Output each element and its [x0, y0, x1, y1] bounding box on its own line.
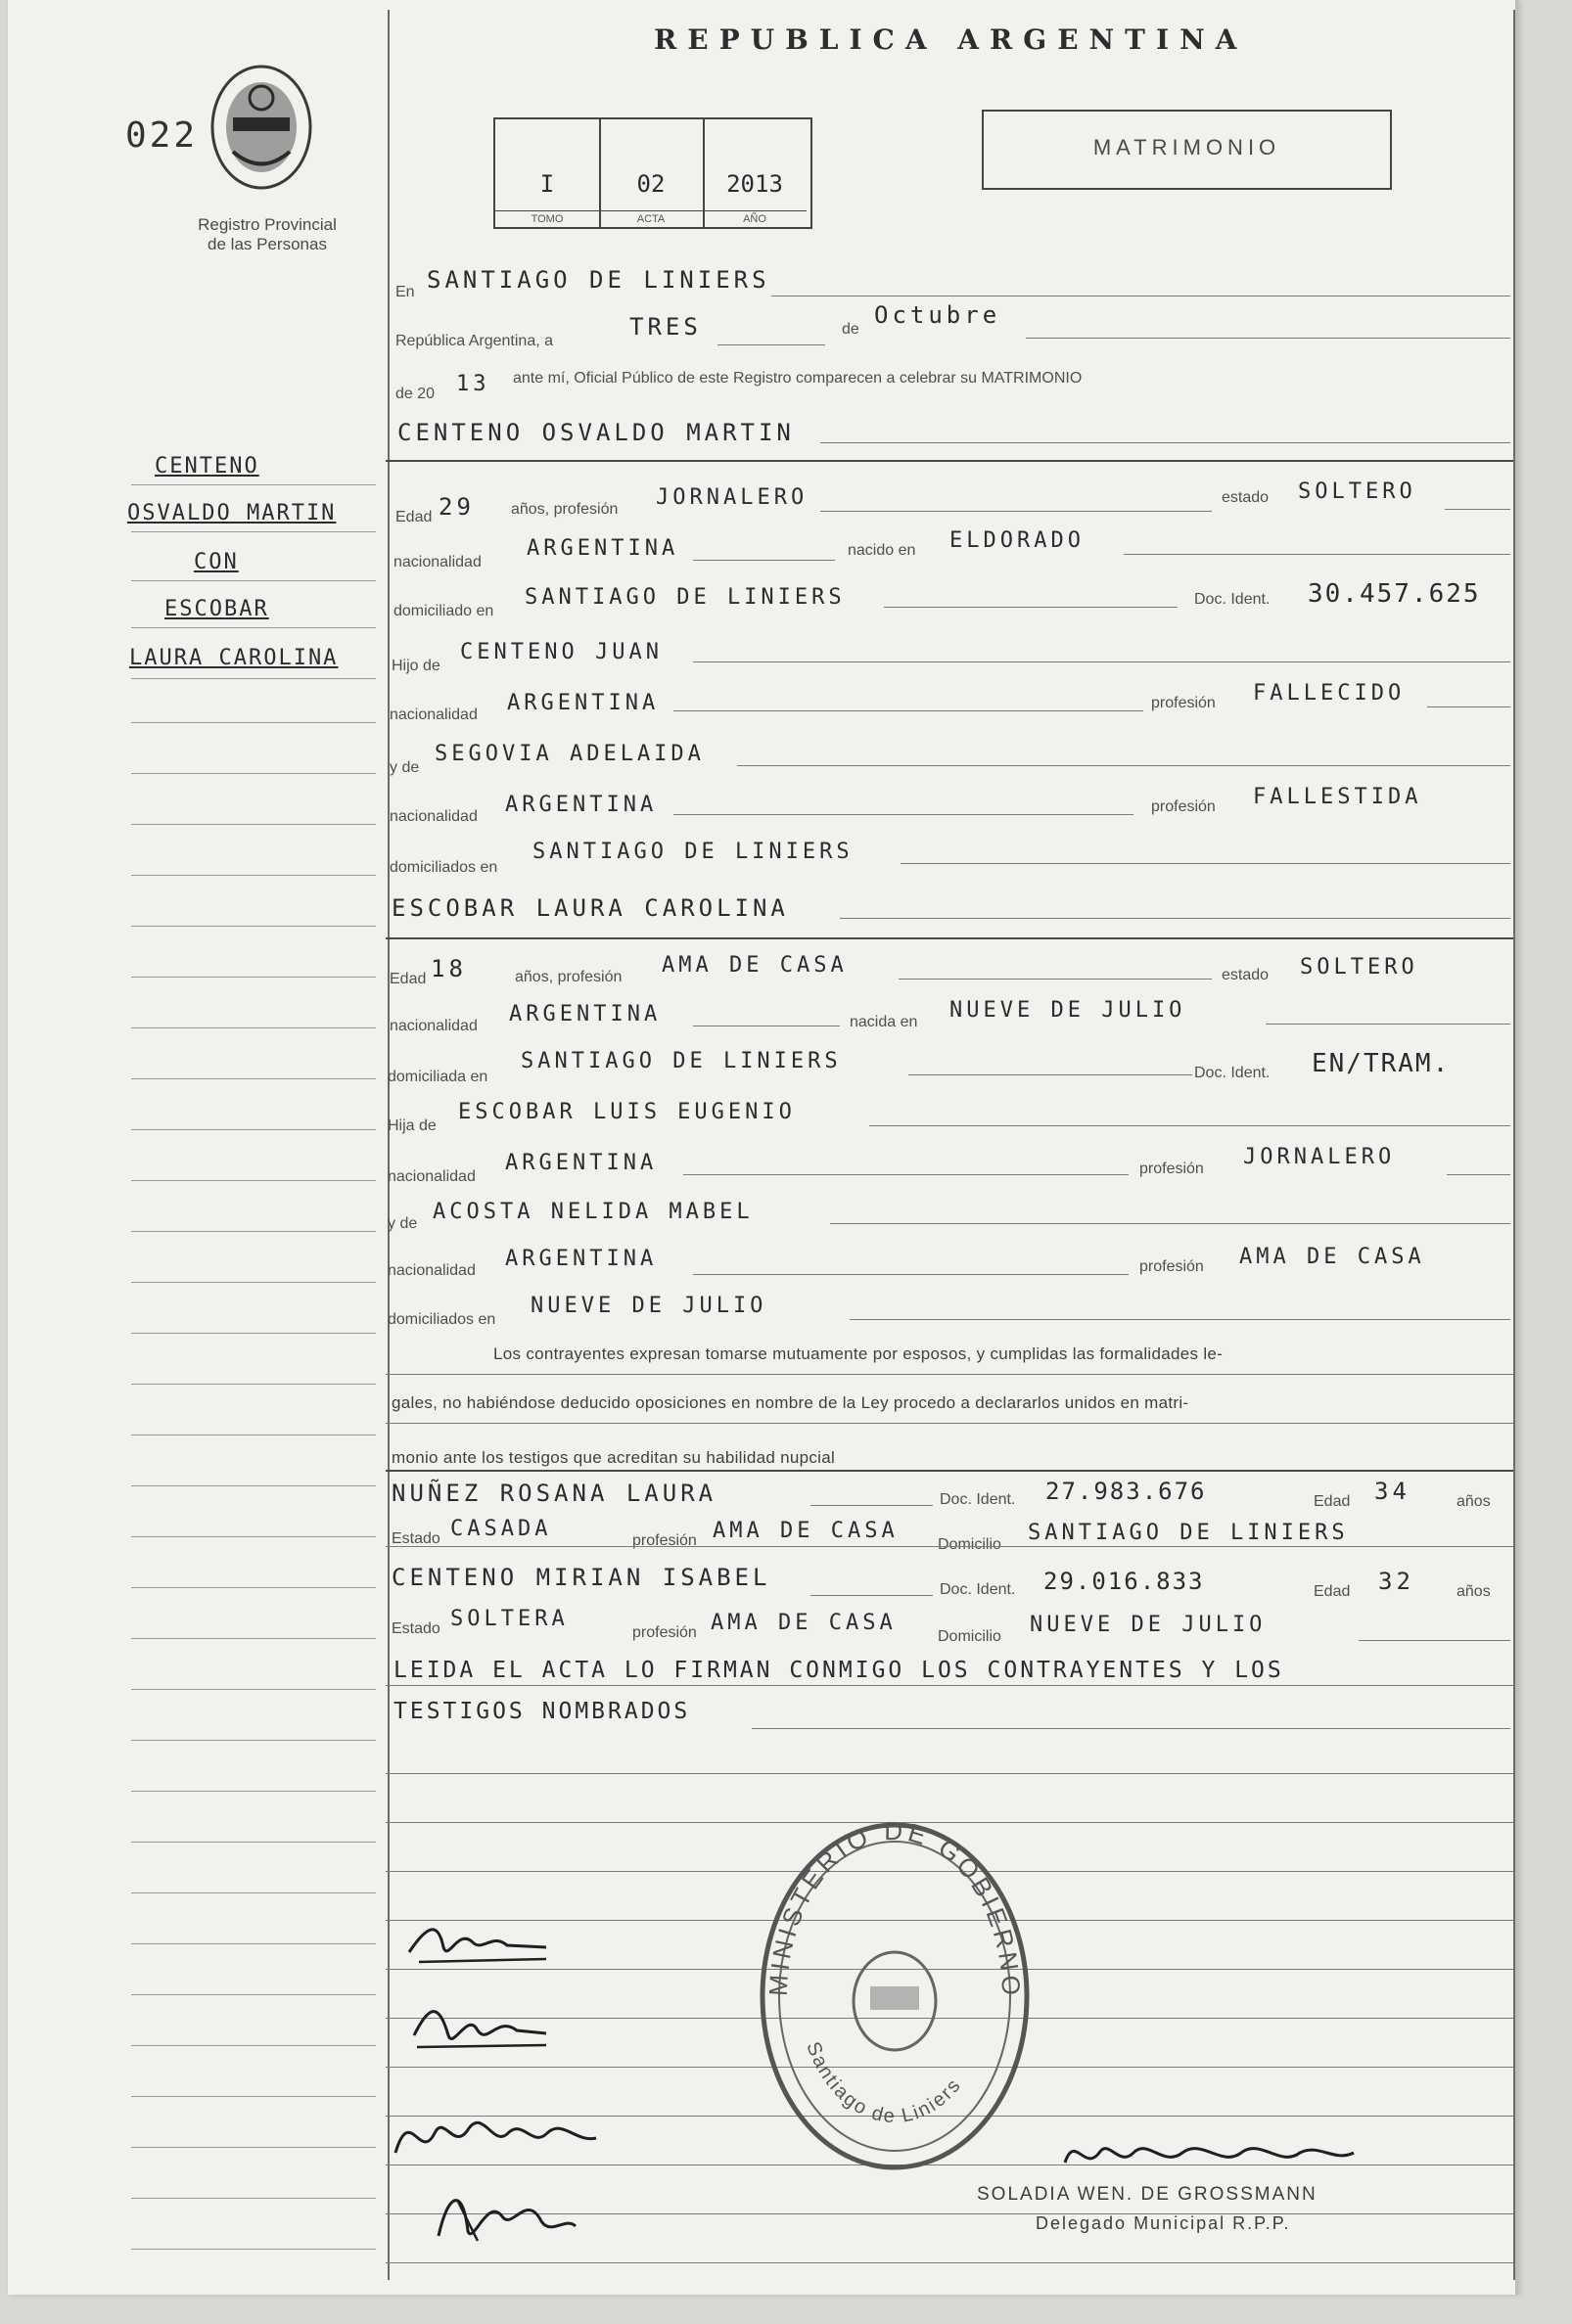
official-seal-stamp: [748, 1810, 1041, 2182]
fill-line: [683, 1174, 1129, 1175]
svg-text:Santiago de Liniers: Santiago de Liniers: [802, 2038, 966, 2128]
margin-rule: [131, 1078, 376, 1079]
margin-rule: [131, 977, 376, 978]
official-signature: [1055, 2123, 1368, 2182]
registry-line-1: Registro Provincial: [198, 215, 337, 234]
official-name: SOLADIA WEN. DE GROSSMANN: [977, 2184, 1318, 2205]
fill-line: [810, 1595, 933, 1596]
witness1-doc: 27.983.676: [1045, 1478, 1207, 1505]
margin-rule: [131, 2198, 376, 2199]
bride-yde-label: y de: [388, 1215, 418, 1232]
declaration-line-3: monio ante los testigos que acreditan su habilidad nupcial: [392, 1448, 836, 1467]
groom-doc-label: Doc. Ident.: [1194, 591, 1271, 608]
groom-mother-nationality: ARGENTINA: [505, 793, 658, 817]
republica-label: República Argentina, a: [395, 333, 553, 349]
bride-father: ESCOBAR LUIS EUGENIO: [458, 1100, 796, 1124]
groom-mother-nat-label: nacionalidad: [390, 808, 478, 825]
witness2-estado-label: Estado: [392, 1620, 440, 1637]
margin-rule: [131, 1027, 376, 1028]
bride-domiciliada-label: domiciliada en: [388, 1069, 488, 1085]
witness2-address: NUEVE DE JULIO: [1030, 1613, 1267, 1637]
bride-father-nat-label: nacionalidad: [388, 1168, 476, 1185]
witness2-profession: AMA DE CASA: [711, 1611, 897, 1635]
witness2-signature: [419, 2172, 585, 2251]
groom-profession: JORNALERO: [656, 485, 809, 510]
groom-yde-label: y de: [390, 759, 420, 776]
bride-edad-label: Edad: [390, 971, 427, 987]
section-divider: [386, 937, 1513, 939]
groom-age: 29: [439, 493, 475, 521]
groom-nationality: ARGENTINA: [527, 536, 679, 561]
fill-line: [840, 918, 1510, 919]
witness2-age: 32: [1378, 1568, 1414, 1595]
fill-line: [820, 511, 1212, 512]
groom-birthplace: ELDORADO: [949, 528, 1085, 553]
fill-line: [693, 1274, 1129, 1275]
margin-rule: [131, 1689, 376, 1690]
groom-edad-label: Edad: [395, 509, 433, 525]
margin-rule: [131, 1333, 376, 1334]
fill-line: [1359, 1640, 1510, 1641]
fill-line: [1445, 509, 1510, 510]
bride-birthplace: NUEVE DE JULIO: [949, 998, 1186, 1023]
groom-domiciliados-label: domiciliados en: [390, 859, 498, 876]
record-type-box: [982, 110, 1392, 190]
witness1-doc-label: Doc. Ident.: [940, 1491, 1016, 1508]
margin-rule: [131, 773, 376, 774]
bride-address: SANTIAGO DE LINIERS: [521, 1049, 842, 1073]
bride-nationality: ARGENTINA: [509, 1002, 662, 1026]
witness2-name: CENTENO MIRIAN ISABEL: [392, 1564, 771, 1591]
fill-line: [869, 1125, 1510, 1126]
margin-rule: [131, 1231, 376, 1232]
bride-age: 18: [431, 955, 467, 982]
registry-line-2: de las Personas: [208, 235, 327, 253]
margin-rule: [131, 1485, 376, 1486]
en-label: En: [395, 284, 415, 300]
ano-value: 2013: [726, 170, 783, 198]
margin-rule: [131, 2249, 376, 2250]
margin-rule: [131, 1282, 376, 1283]
witness1-status: CASADA: [450, 1517, 552, 1541]
margin-rule: [131, 627, 376, 628]
record-type: MATRIMONIO: [1092, 135, 1281, 159]
fill-line: [386, 1423, 1513, 1424]
groom-signature: [399, 1918, 566, 1977]
closing-line-1: LEIDA EL ACTA LO FIRMAN CONMIGO LOS CONTRAYENTES Y LOS: [393, 1658, 1284, 1683]
year-suffix: 13: [456, 372, 490, 396]
bride-estado-label: estado: [1222, 967, 1270, 983]
groom-father: CENTENO JUAN: [460, 640, 663, 664]
groom-domiciliado-label: domiciliado en: [393, 603, 494, 619]
groom-father-profession: FALLECIDO: [1253, 681, 1406, 706]
witness1-address: SANTIAGO DE LINIERS: [1028, 1521, 1349, 1545]
groom-estado-label: estado: [1222, 489, 1270, 506]
fill-line: [717, 344, 825, 345]
margin-rule: [131, 1638, 376, 1639]
fill-line: [899, 979, 1212, 980]
fill-line: [830, 1223, 1510, 1224]
tomo-label: TOMO: [495, 210, 599, 225]
margin-rule: [131, 1943, 376, 1944]
witness1-anos-label: años: [1456, 1493, 1491, 1510]
groom-father-prof-label: profesión: [1151, 695, 1216, 711]
year-prefix: de 20: [395, 386, 436, 402]
margin-rule: [131, 531, 376, 532]
bride-signature: [399, 1996, 566, 2065]
witness2-doc: 29.016.833: [1043, 1568, 1205, 1595]
de-label: de: [842, 321, 859, 338]
page-right-rule: [1513, 10, 1515, 2280]
bride-name: ESCOBAR LAURA CAROLINA: [392, 894, 789, 922]
groom-mother: SEGOVIA ADELAIDA: [435, 742, 705, 766]
witness1-age: 34: [1374, 1478, 1410, 1505]
bride-hija-label: Hija de: [388, 1117, 437, 1134]
ano-label: AÑO: [703, 210, 807, 225]
margin-line-4: ESCOBAR: [164, 597, 269, 621]
fill-line: [386, 2262, 1513, 2263]
section-divider: [386, 460, 1513, 462]
witness2-anos-label: años: [1456, 1583, 1491, 1600]
fill-line: [1447, 1174, 1510, 1175]
margin-line-5: LAURA CAROLINA: [129, 646, 339, 670]
folio-number: 022: [125, 115, 199, 156]
groom-status: SOLTERO: [1298, 479, 1416, 504]
fill-line: [752, 1728, 1510, 1729]
fill-line: [1026, 338, 1510, 339]
ano-cell: [703, 119, 807, 227]
witness2-prof-label: profesión: [632, 1624, 697, 1641]
fill-line: [737, 765, 1510, 766]
witness1-name: NUÑEZ ROSANA LAURA: [392, 1480, 717, 1507]
bride-parents-address: NUEVE DE JULIO: [531, 1294, 767, 1318]
margin-rule: [131, 1536, 376, 1537]
margin-rule: [131, 722, 376, 723]
witness1-profession: AMA DE CASA: [713, 1519, 899, 1543]
witness1-estado-label: Estado: [392, 1530, 440, 1547]
fill-line: [820, 442, 1510, 443]
margin-line-2: OSVALDO MARTIN: [127, 501, 337, 525]
margin-rule: [131, 484, 376, 485]
bride-nacida-label: nacida en: [850, 1014, 918, 1030]
margin-rule: [131, 1384, 376, 1385]
witness2-doc-label: Doc. Ident.: [940, 1581, 1016, 1598]
margin-rule: [131, 1892, 376, 1893]
bride-nacionalidad-label: nacionalidad: [390, 1018, 478, 1034]
groom-father-nat-label: nacionalidad: [390, 706, 478, 723]
margin-rule: [131, 580, 376, 581]
fill-line: [908, 1074, 1192, 1075]
margin-rule: [131, 926, 376, 927]
bride-father-nationality: ARGENTINA: [505, 1151, 658, 1175]
witness2-status: SOLTERA: [450, 1607, 569, 1631]
margin-rule: [131, 1587, 376, 1588]
margin-rule: [131, 824, 376, 825]
groom-nacido-label: nacido en: [848, 542, 916, 559]
witness1-domicilio-label: Domicilio: [938, 1536, 1001, 1553]
groom-hijo-label: Hijo de: [392, 658, 440, 674]
margin-rule: [131, 1740, 376, 1741]
margin-rule: [131, 2147, 376, 2148]
witness2-domicilio-label: Domicilio: [938, 1628, 1001, 1645]
bride-doc-label: Doc. Ident.: [1194, 1065, 1271, 1081]
tomo-acta-ano-box: [493, 117, 812, 229]
witness2-edad-label: Edad: [1314, 1583, 1351, 1600]
fill-line: [884, 607, 1178, 608]
groom-nacionalidad-label: nacionalidad: [393, 554, 482, 570]
bride-anos-label: años, profesión: [515, 969, 623, 985]
margin-rule: [131, 1994, 376, 1995]
fill-line: [810, 1505, 933, 1506]
closing-line-2: TESTIGOS NOMBRADOS: [393, 1699, 691, 1724]
bride-doc: EN/TRAM.: [1312, 1049, 1451, 1078]
fill-line: [901, 863, 1510, 864]
groom-anos-label: años, profesión: [511, 501, 619, 518]
bride-mother-nat-label: nacionalidad: [388, 1262, 476, 1279]
fill-line: [693, 560, 835, 561]
fill-line: [1124, 554, 1510, 555]
margin-rule: [131, 2045, 376, 2046]
fill-line: [850, 1319, 1510, 1320]
witness1-edad-label: Edad: [1314, 1493, 1351, 1510]
groom-doc: 30.457.625: [1308, 579, 1481, 609]
declaration-line-2: gales, no habiéndose deducido oposiciones en nombre de la Ley procedo a declararlos unidos en matri-: [392, 1393, 1189, 1412]
margin-line-3: CON: [194, 550, 239, 574]
acta-value: 02: [636, 170, 666, 198]
bride-mother: ACOSTA NELIDA MABEL: [433, 1200, 754, 1224]
registry-name: [164, 215, 370, 254]
page-title: REPUBLICA ARGENTINA: [654, 23, 1248, 56]
fill-line: [1266, 1024, 1510, 1025]
witness1-signature: [386, 2094, 621, 2172]
fill-line: [386, 1773, 1513, 1774]
acta-label: ACTA: [599, 210, 703, 225]
witness1-prof-label: profesión: [632, 1532, 697, 1549]
svg-text:MINISTERIO DE GOBIERNO: MINISTERIO DE GOBIERNO: [763, 1815, 1027, 2000]
bride-father-profession: JORNALERO: [1243, 1145, 1396, 1169]
groom-mother-profession: FALLESTIDA: [1253, 785, 1422, 809]
fill-line: [693, 661, 1510, 662]
tomo-value: I: [539, 170, 555, 198]
month-value: Octubre: [874, 301, 1001, 329]
bride-mother-prof-label: profesión: [1139, 1258, 1204, 1275]
margin-rule: [131, 2096, 376, 2097]
day-value: TRES: [629, 313, 702, 341]
fill-line: [673, 710, 1143, 711]
registry-emblem-icon: [204, 59, 319, 196]
groom-father-nationality: ARGENTINA: [507, 691, 660, 715]
fill-line: [673, 814, 1133, 815]
margin-line-1: CENTENO: [155, 454, 259, 478]
margin-rule: [131, 678, 376, 679]
bride-status: SOLTERO: [1300, 955, 1418, 980]
bride-profession: AMA DE CASA: [662, 953, 848, 978]
groom-parents-address: SANTIAGO DE LINIERS: [532, 840, 854, 864]
groom-name: CENTENO OSVALDO MARTIN: [397, 419, 795, 446]
bride-domiciliados-label: domiciliados en: [388, 1311, 496, 1328]
fill-line: [386, 1685, 1513, 1686]
bride-father-prof-label: profesión: [1139, 1161, 1204, 1177]
place-value: SANTIAGO DE LINIERS: [427, 266, 770, 294]
ante-text: ante mí, Oficial Público de este Registro comparecen a celebrar su MATRIMONIO: [513, 370, 1083, 387]
tomo-cell: [495, 119, 601, 227]
fill-line: [1427, 706, 1510, 707]
groom-mother-prof-label: profesión: [1151, 798, 1216, 815]
margin-rule: [131, 1180, 376, 1181]
acta-cell: [599, 119, 705, 227]
bride-mother-profession: AMA DE CASA: [1239, 1245, 1425, 1269]
margin-rule: [131, 875, 376, 876]
margin-rule: [131, 1791, 376, 1792]
margin-rule: [131, 1842, 376, 1843]
margin-left-rule: [388, 10, 390, 2280]
bride-mother-nationality: ARGENTINA: [505, 1247, 658, 1271]
official-title: Delegado Municipal R.P.P.: [1036, 2213, 1291, 2233]
margin-rule: [131, 1129, 376, 1130]
groom-address: SANTIAGO DE LINIERS: [525, 585, 846, 610]
certificate-page: [8, 0, 1518, 2295]
declaration-line-1: Los contrayentes expresan tomarse mutuamente por esposos, y cumplidas las formalidades le-: [493, 1344, 1224, 1363]
fill-line: [386, 1374, 1513, 1375]
fill-line: [386, 1546, 1513, 1547]
section-divider: [386, 1470, 1513, 1472]
fill-line: [693, 1025, 840, 1026]
